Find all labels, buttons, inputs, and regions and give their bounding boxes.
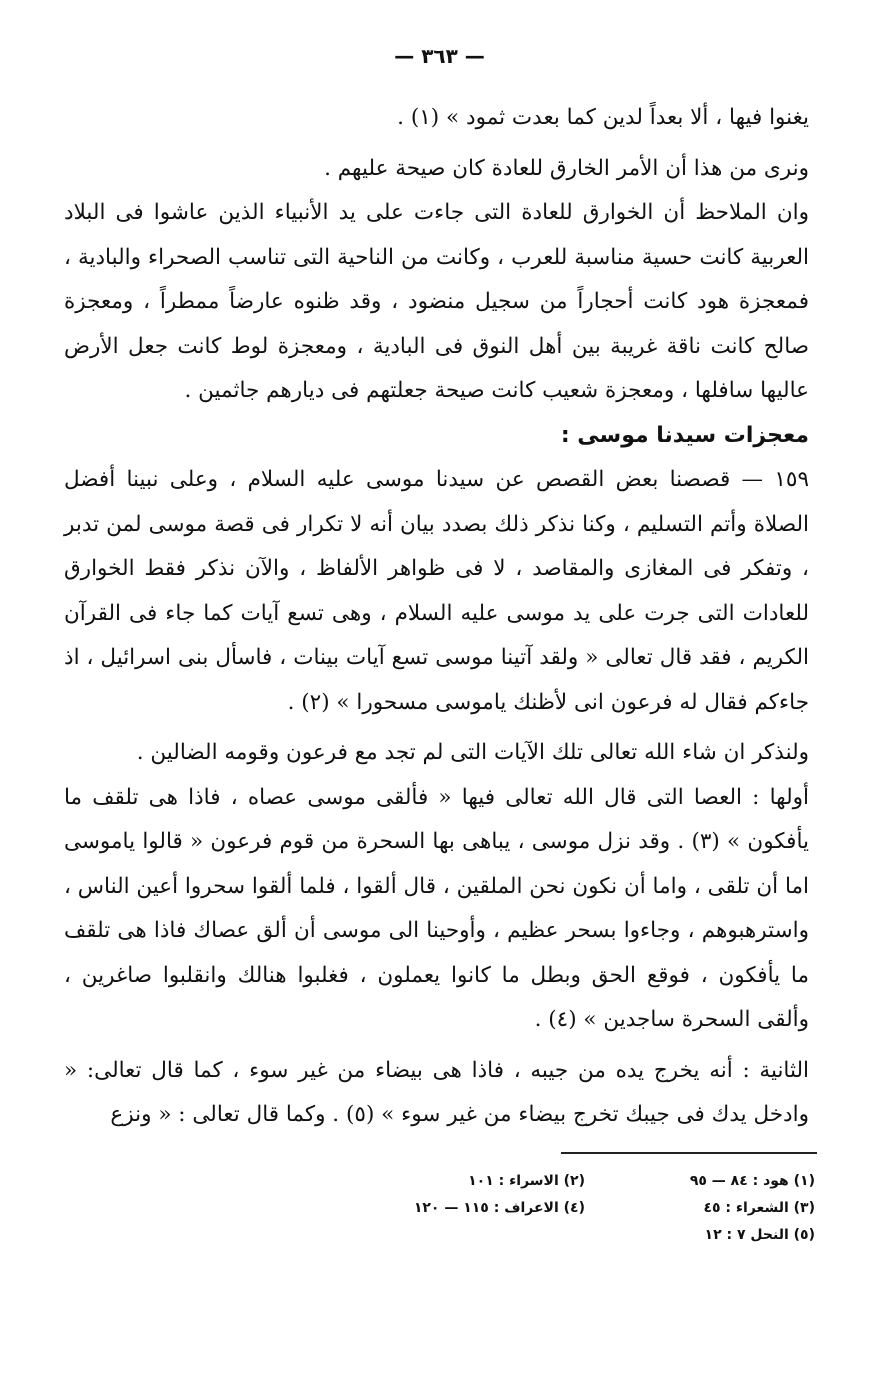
paragraph: وان الملاحظ أن الخوارق للعادة التى جاءت على يد الأنبياء الذين عاشوا فى البلاد العربية كانت حسية مناسبة للعرب ، وكانت من الناحية التى تناسب الصحراء والبادية ، فمعجزة هود كانت أحجاراً من سجيل منضود ، وقد ظنوه عارضاً ممطراً ، ومعجزة صالح كانت ناقة غريبة بين أهل النوق فى البادية ، ومعجزة لوط كانت جعل الأرض عاليها سافلها ، ومعجزة شعيب كانت صيحة جعلتهم فى ديارهم جاثمين . [64, 200, 809, 403]
footnote [355, 1222, 585, 1249]
paragraph: أولها : العصا التى قال الله تعالى فيها « فألقى موسى عصاه ، فاذا هى تلقف ما يأفكون » (٣) . وقد نزل موسى ، يباهى بها السحرة من قوم فرعون « قالوا ياموسى اما أن تلقى ، واما أن نكون نحن الملقين ، قال ألقوا ، فلما ألقوا سحروا أعين الناس ، واسترهبوهم ، وجاءوا بسحر عظيم ، وأوحينا الى موسى أن ألق عصاك فاذا هى تلقف ما يأفكون ، فوقع الحق وبطل ما كانوا يعملون ، فغلبوا هنالك وانقلبوا صاغرين ، وألقى السحرة ساجدين » (٤) . [64, 784, 809, 1032]
footnote: (٥) النحل ٧ : ١٢ [704, 1227, 815, 1243]
paragraph: الثانية : أنه يخرج يده من جيبه ، فاذا هى بيضاء من غير سوء ، كما قال تعالى: « وادخل يدك فى جيبك تخرج بيضاء من غير سوء » (٥) . وكما قال تعالى : « ونزع [64, 1057, 809, 1127]
footnote: (١) هود : ٨٤ — ٩٥ [689, 1173, 815, 1189]
footnote: (٢) الاسراء : ١٠١ [468, 1173, 585, 1189]
footnote-row [315, 1168, 815, 1195]
footnote: (٤) الاعراف : ١١٥ — ١٢٠ [413, 1200, 585, 1216]
paragraph: ونرى من هذا أن الأمر الخارق للعادة كان صيحة عليهم . [324, 155, 809, 181]
footnote-row [315, 1195, 815, 1222]
section-heading: معجزات سيدنا موسى : [560, 422, 809, 448]
footnote: (٣) الشعراء : ٤٥ [703, 1200, 815, 1216]
footnote-row [315, 1222, 815, 1249]
paragraph: ولنذكر ان شاء الله تعالى تلك الآيات التى لم تجد مع فرعون وقومه الضالين . [136, 740, 809, 765]
footnote-divider [561, 1152, 817, 1154]
page-number: — ٣٦٣ — [394, 44, 485, 68]
footnotes [315, 1168, 815, 1249]
main-text [64, 96, 809, 1138]
paragraph: يغنوا فيها ، ألا بعداً لدين كما بعدت ثمود » (١) . [397, 105, 809, 130]
paragraph: ١٥٩ — قصصنا بعض القصص عن سيدنا موسى عليه السلام ، وعلى نبينا أفضل الصلاة وأتم التسليم ، وكنا نذكر ذلك بصدد بيان أنه لا تكرار فى قصة موسى لمن تدبر ، وتفكر فى المغازى والمقاصد ، لا فى ظواهر الألفاظ ، والآن نذكر فقط الخوارق للعادات التى جرت على يد موسى عليه السلام ، وهى تسع آيات كما جاء فى القرآن الكريم ، فقد قال تعالى « ولقد آتينا موسى تسع آيات بينات ، فاسأل بنى اسرائيل ، اذ جاءكم فقال له فرعون انى لأظنك ياموسى مسحورا » (٢) . [64, 467, 809, 715]
